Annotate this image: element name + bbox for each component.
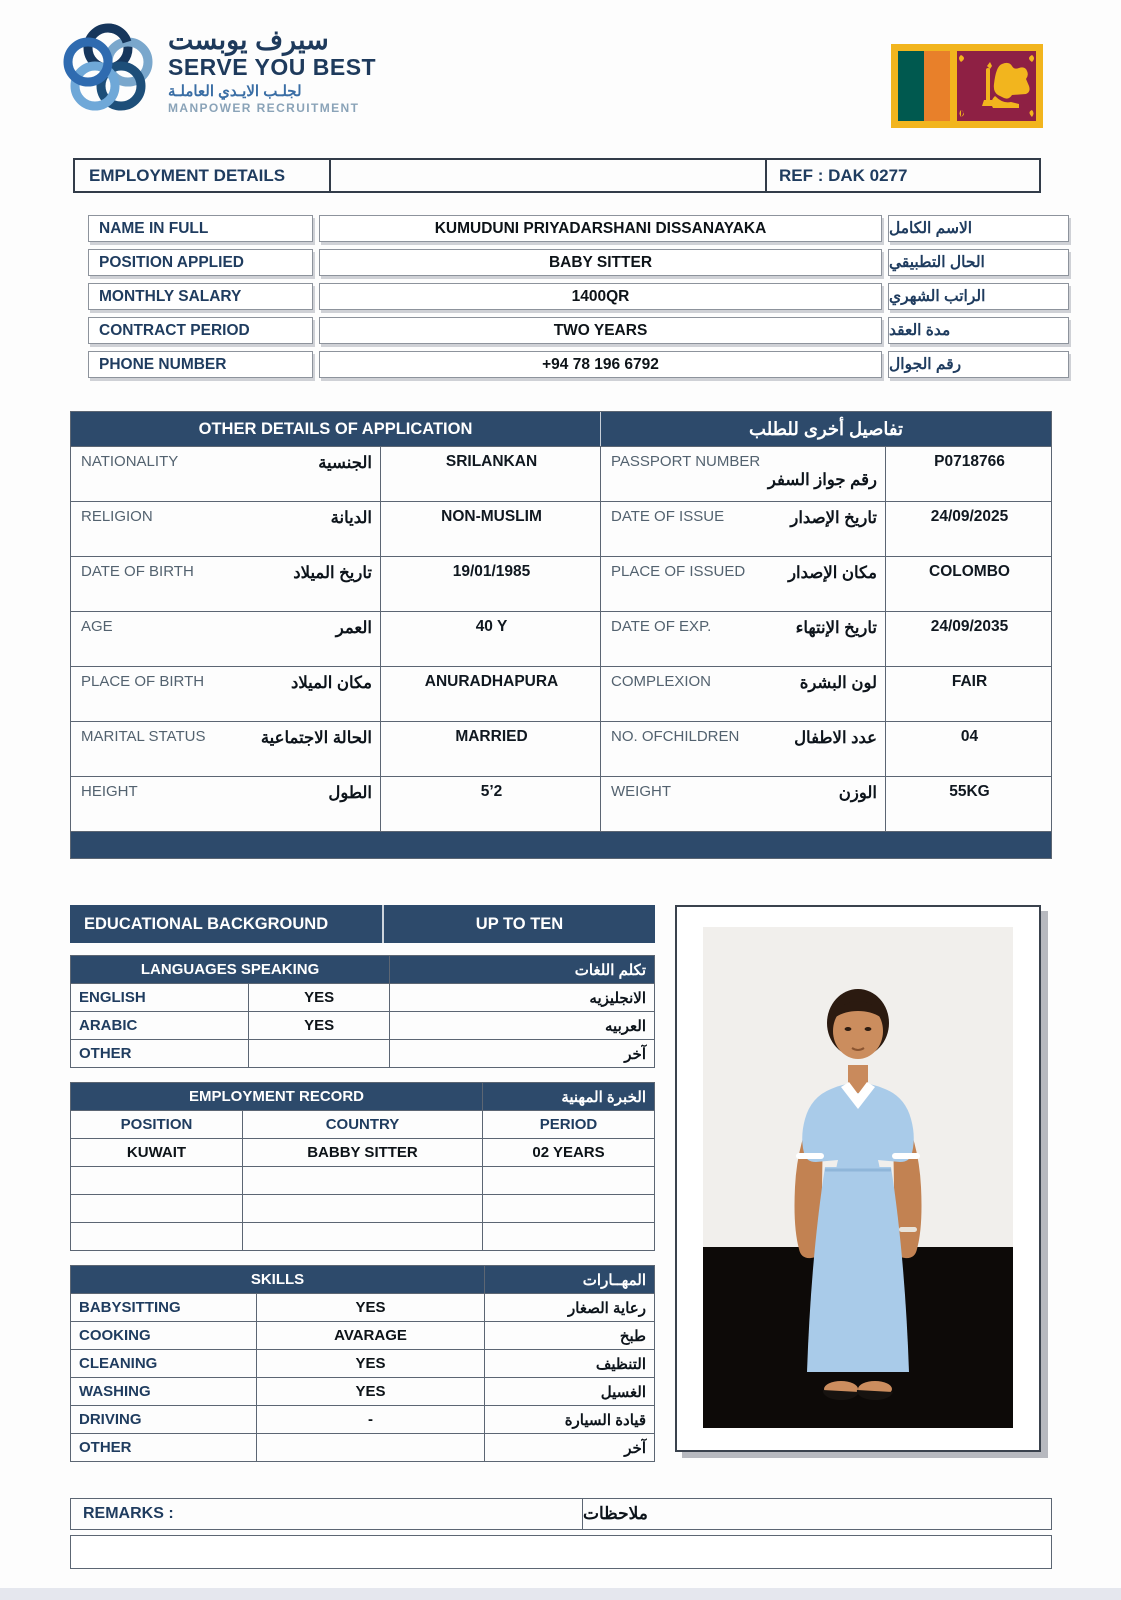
field-value: 04 xyxy=(960,728,979,745)
logo-arabic-tagline: لجلـب الايـدي العاملـة xyxy=(168,82,302,100)
field-label-arabic: مكان الميلاد xyxy=(290,674,372,692)
language-label: ENGLISH xyxy=(71,984,249,1012)
title-empty-cell xyxy=(331,158,767,193)
table-row xyxy=(71,1350,655,1378)
table-row xyxy=(71,1223,655,1251)
field-label-arabic: الحالة الاجتماعية xyxy=(260,729,372,747)
column-header: POSITION xyxy=(71,1111,243,1139)
field-label-arabic: مدة العقد xyxy=(888,317,1069,344)
language-label-arabic: العربيه xyxy=(390,1012,655,1040)
remarks-empty-field xyxy=(70,1535,1052,1569)
remarks-row xyxy=(70,1498,1052,1530)
language-label: OTHER xyxy=(71,1040,249,1068)
field-label: NO. OFCHILDREN xyxy=(611,728,740,745)
section-title: EDUCATIONAL BACKGROUND xyxy=(70,905,384,943)
section-title-arabic: المهــارات xyxy=(485,1266,655,1294)
skill-value: AVARAGE xyxy=(257,1322,485,1350)
reference-number: REF : DAK 0277 xyxy=(767,158,1041,193)
logo-arabic-name: سيرف يوبست xyxy=(168,24,329,55)
column-header: COUNTRY xyxy=(243,1111,483,1139)
field-value: MARRIED xyxy=(381,722,601,776)
field-label-arabic: رقم جواز السفر xyxy=(767,471,877,489)
company-logo xyxy=(58,16,376,125)
field-label-arabic: الديانة xyxy=(330,509,372,527)
record-position xyxy=(71,1167,243,1195)
section-header xyxy=(71,956,655,984)
section-title: OTHER DETAILS OF APPLICATION xyxy=(71,412,601,446)
applicant-photo xyxy=(675,905,1041,1452)
skill-label-arabic: رعاية الصغار xyxy=(485,1294,655,1322)
record-position xyxy=(71,1195,243,1223)
language-value xyxy=(249,1040,390,1068)
field-label: AGE xyxy=(81,618,113,635)
document-title-row xyxy=(73,158,1041,193)
table-row xyxy=(71,984,655,1012)
sri-lanka-flag-icon xyxy=(891,44,1043,133)
record-period xyxy=(483,1167,655,1195)
field-label: COMPLEXION xyxy=(611,673,712,690)
field-label: MONTHLY SALARY xyxy=(88,283,313,310)
skill-label: WASHING xyxy=(71,1378,257,1406)
column-header: PERIOD xyxy=(483,1111,655,1139)
section-title: EMPLOYMENT RECORD xyxy=(71,1083,483,1111)
table-row xyxy=(71,1195,655,1223)
skill-label: OTHER xyxy=(71,1434,257,1462)
remarks-label-arabic: ملاحظات xyxy=(583,1504,648,1523)
section-title-arabic: الخبرة المهنية xyxy=(483,1083,655,1111)
field-label: NATIONALITY xyxy=(81,453,179,470)
field-value: 19/01/1985 xyxy=(381,557,601,611)
record-country xyxy=(243,1223,483,1251)
field-label: DATE OF BIRTH xyxy=(81,563,194,580)
table-row xyxy=(71,1139,655,1167)
field-label: DATE OF ISSUE xyxy=(611,508,725,525)
field-label-arabic: عدد الاطفال xyxy=(794,729,877,747)
field-value: +94 78 196 6792 xyxy=(319,351,882,378)
table-row xyxy=(88,317,1069,344)
table-row xyxy=(71,556,1051,611)
skill-label: COOKING xyxy=(71,1322,257,1350)
table-row xyxy=(88,283,1069,310)
field-value: 5’2 xyxy=(381,777,601,831)
field-label: PLACE OF ISSUED xyxy=(611,563,746,580)
remarks-label: REMARKS : xyxy=(71,1499,583,1529)
table-row xyxy=(71,1167,655,1195)
field-label: DATE OF EXP. xyxy=(611,618,712,635)
field-label: PASSPORT NUMBER xyxy=(611,453,761,470)
field-label-arabic: مكان الإصدار xyxy=(788,564,877,582)
field-label-arabic: تاريخ الميلاد xyxy=(293,564,372,582)
field-label-arabic: الحال التطبيقي xyxy=(888,249,1069,276)
field-label-arabic: لون البشرة xyxy=(799,674,877,692)
field-label-arabic: الجنسية xyxy=(318,454,372,472)
employment-record-table xyxy=(70,1082,655,1251)
skill-label-arabic: طبخ xyxy=(485,1322,655,1350)
table-row xyxy=(71,1322,655,1350)
educational-background-bar xyxy=(70,905,655,943)
table-row xyxy=(71,1406,655,1434)
other-details-table xyxy=(70,411,1052,859)
languages-table xyxy=(70,955,655,1068)
field-value: COLOMBO xyxy=(929,563,1010,580)
field-label: POSITION APPLIED xyxy=(88,249,313,276)
field-label: PHONE NUMBER xyxy=(88,351,313,378)
table-row xyxy=(71,721,1051,776)
field-label-arabic: الطول xyxy=(328,784,372,802)
interlocking-rings-icon xyxy=(58,16,158,125)
employment-details-table xyxy=(88,213,1069,387)
language-label: ARABIC xyxy=(71,1012,249,1040)
field-value: TWO YEARS xyxy=(319,317,882,344)
skill-label-arabic: التنظيف xyxy=(485,1350,655,1378)
table-row xyxy=(71,1434,655,1462)
table-row xyxy=(71,776,1051,831)
field-value: SRILANKAN xyxy=(381,447,601,501)
section-title: LANGUAGES SPEAKING xyxy=(71,956,390,984)
table-row xyxy=(88,215,1069,242)
table-row xyxy=(88,249,1069,276)
table-footer-bar xyxy=(71,831,1051,858)
table-row xyxy=(71,501,1051,556)
skill-label: DRIVING xyxy=(71,1406,257,1434)
field-label: NAME IN FULL xyxy=(88,215,313,242)
field-value: 55KG xyxy=(949,783,990,800)
table-row xyxy=(71,1040,655,1068)
field-label-arabic: الوزن xyxy=(838,784,877,802)
field-value: NON-MUSLIM xyxy=(381,502,601,556)
field-value: 40 Y xyxy=(381,612,601,666)
field-label-arabic: تاريخ الإصدار xyxy=(790,509,877,527)
field-label-arabic: العمر xyxy=(335,619,372,637)
scan-edge-strip xyxy=(0,1588,1121,1600)
field-label: WEIGHT xyxy=(611,783,671,800)
field-value: ANURADHAPURA xyxy=(381,667,601,721)
section-header xyxy=(71,1083,655,1111)
field-value: P0718766 xyxy=(934,453,1005,470)
logo-name: SERVE YOU BEST xyxy=(168,54,377,81)
field-label: MARITAL STATUS xyxy=(81,728,206,745)
field-value: FAIR xyxy=(951,673,988,690)
column-header-row xyxy=(71,1111,655,1139)
table-row xyxy=(71,611,1051,666)
skills-table xyxy=(70,1265,655,1462)
skill-label-arabic: الغسيل xyxy=(485,1378,655,1406)
document-title: EMPLOYMENT DETAILS xyxy=(73,158,331,193)
field-value: 1400QR xyxy=(319,283,882,310)
record-country: BABBY SITTER xyxy=(243,1139,483,1167)
section-header xyxy=(71,1266,655,1294)
record-country xyxy=(243,1167,483,1195)
table-row xyxy=(71,1012,655,1040)
skill-label-arabic: قيادة السيارة xyxy=(485,1406,655,1434)
section-title-arabic: تفاصيل أخرى للطلب xyxy=(749,418,903,439)
field-value: KUMUDUNI PRIYADARSHANI DISSANAYAKA xyxy=(319,215,882,242)
record-period xyxy=(483,1223,655,1251)
skill-label: BABYSITTING xyxy=(71,1294,257,1322)
field-value: BABY SITTER xyxy=(319,249,882,276)
field-label: CONTRACT PERIOD xyxy=(88,317,313,344)
language-value: YES xyxy=(249,1012,390,1040)
language-label-arabic: آخر xyxy=(390,1040,655,1068)
page-header xyxy=(0,0,1121,150)
field-label: RELIGION xyxy=(81,508,153,525)
record-country xyxy=(243,1195,483,1223)
table-row xyxy=(88,351,1069,378)
skill-value: YES xyxy=(257,1350,485,1378)
skill-label-arabic: آخر xyxy=(485,1434,655,1462)
table-row xyxy=(71,446,1051,501)
logo-tagline: MANPOWER RECRUITMENT xyxy=(168,101,360,116)
field-label: HEIGHT xyxy=(81,783,138,800)
education-value: UP TO TEN xyxy=(475,914,564,933)
field-value: 24/09/2035 xyxy=(930,618,1009,635)
table-row xyxy=(71,1378,655,1406)
record-period xyxy=(483,1195,655,1223)
record-period: 02 YEARS xyxy=(483,1139,655,1167)
section-title-arabic: تكلم اللغات xyxy=(390,956,655,984)
section-title: SKILLS xyxy=(71,1266,485,1294)
record-position: KUWAIT xyxy=(71,1139,243,1167)
language-value: YES xyxy=(249,984,390,1012)
skill-value: YES xyxy=(257,1378,485,1406)
field-label-arabic: الراتب الشهري xyxy=(888,283,1069,310)
language-label-arabic: الانجليزيه xyxy=(390,984,655,1012)
field-label-arabic: رقم الجوال xyxy=(888,351,1069,378)
skill-label: CLEANING xyxy=(71,1350,257,1378)
table-row xyxy=(71,1294,655,1322)
field-label-arabic: الاسم الكامل xyxy=(888,215,1069,242)
skill-value: YES xyxy=(257,1294,485,1322)
record-position xyxy=(71,1223,243,1251)
skill-value: - xyxy=(257,1406,485,1434)
table-row xyxy=(71,666,1051,721)
field-value: 24/09/2025 xyxy=(930,508,1009,525)
skill-value xyxy=(257,1434,485,1462)
field-label: PLACE OF BIRTH xyxy=(81,673,205,690)
field-label-arabic: تاريخ الإنتهاء xyxy=(795,619,877,637)
section-header xyxy=(71,412,1051,446)
